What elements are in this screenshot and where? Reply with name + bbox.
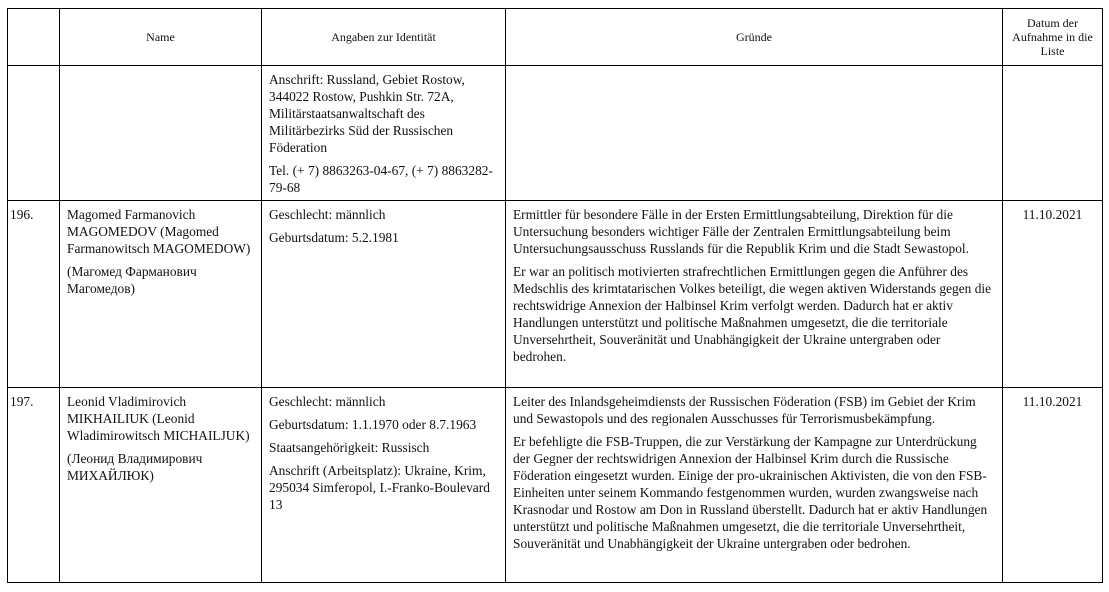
reason-paragraph: Er befehligte die FSB-Truppen, die zur Verstärkung der Kampagne zur Unterdrückung der Gegner der rechtswidrigen Annexion der Halbinsel Krim durch die Russische Föderation eingesetzt wurden. Einige der pro-ukrainischen Aktivisten, die von den FSB-Einheiten unter seinem Kommando festgenommen wurden, wurden zwangsweise nach Krasnodar und Rostow am Don in Russland überstellt. Dadurch hat er aktiv Handlungen unterstützt und politische Maßnahmen umgesetzt, die die territoriale Unversehrtheit, Souveränität und Unabhängigkeit der Ukraine untergraben oder bedrohen. [513, 434, 988, 551]
cell-date [1003, 66, 1103, 201]
cell-date [1003, 388, 1103, 583]
cell-num [8, 201, 60, 388]
cell-name [60, 201, 262, 388]
cell-num [8, 388, 60, 583]
entry-name: Magomed Farmanovich MAGOMEDOV (Magomed Farmanowitsch MAGOMEDOW) [67, 207, 251, 256]
identity-address: Anschrift (Arbeitsplatz): Ukraine, Krim, 295034 Simferopol, I.-Franko-Boulevard 13 [269, 463, 490, 512]
header-identity: Angaben zur Identität [262, 9, 506, 66]
entry-number: 197. [10, 394, 34, 409]
cell-num [8, 66, 60, 201]
sanctions-table [7, 8, 1103, 583]
identity-gender: Geschlecht: männlich [269, 394, 386, 409]
cell-reasons [506, 388, 1003, 583]
entry-date: 11.10.2021 [1022, 207, 1083, 222]
cell-date [1003, 201, 1103, 388]
cell-name [60, 66, 262, 201]
entry-name-cyrillic: (Леонид Владимирович МИХАЙЛЮК) [67, 451, 203, 483]
cell-identity [262, 201, 506, 388]
table-row [8, 388, 1103, 583]
cell-reasons [506, 66, 1003, 201]
reason-paragraph: Ermittler für besondere Fälle in der Ersten Ermittlungsabteilung, Direktion für die Untersuchung besonders wichtiger Fälle der Zentralen Ermittlungsabteilung beim Untersuchungsausschuss Russlands für die Republik Krim und die Stadt Sewastopol. [513, 207, 969, 256]
entry-date: 11.10.2021 [1022, 394, 1083, 409]
header-date: Datum der Aufnahme in die Liste [1003, 9, 1103, 66]
identity-nationality: Staatsangehörigkeit: Russisch [269, 440, 430, 455]
table-header [8, 9, 1103, 66]
cell-reasons [506, 201, 1003, 388]
identity-address: Anschrift: Russland, Gebiet Rostow, 344022 Rostow, Pushkin Str. 72A, Militärstaatsanwaltschaft des Militärbezirks Süd der Russischen Föderation [269, 72, 465, 155]
cell-identity [262, 66, 506, 201]
entry-name-cyrillic: (Магомед Фарманович Магомедов) [67, 264, 197, 296]
identity-gender: Geschlecht: männlich [269, 207, 386, 222]
reason-paragraph: Leiter des Inlandsgeheimdiensts der Russischen Föderation (FSB) im Gebiet der Krim und Sewastopols und des regionalen Ausschusses für Terrorismusbekämpfung. [513, 394, 976, 426]
identity-birthdate: Geburtsdatum: 1.1.1970 oder 8.7.1963 [269, 417, 477, 432]
table-row-continuation [8, 66, 1103, 201]
header-num [8, 9, 60, 66]
header-name: Name [60, 9, 262, 66]
identity-birthdate: Geburtsdatum: 5.2.1981 [269, 230, 399, 245]
identity-phone: Tel. (+ 7) 8863263-04-67, (+ 7) 8863282-79-68 [269, 163, 493, 195]
entry-number: 196. [10, 207, 34, 222]
header-reasons: Gründe [506, 9, 1003, 66]
cell-identity [262, 388, 506, 583]
table-row [8, 201, 1103, 388]
cell-name [60, 388, 262, 583]
reason-paragraph: Er war an politisch motivierten strafrechtlichen Ermittlungen gegen die Anführer des Medschlis des krimtatarischen Volkes beteiligt, die wegen aktiven Widerstands gegen die rechtswidrige Annexion der Halbinsel Krim verfolgt werden. Dadurch hat er aktiv Handlungen unterstützt und politische Maßnahmen umgesetzt, die die territoriale Unversehrtheit, Souveränität und Unabhängigkeit der Ukraine untergraben oder bedrohen. [513, 264, 992, 364]
entry-name: Leonid Vladimirovich MIKHAILIUK (Leonid Wladimirowitsch MICHAILJUK) [67, 394, 250, 443]
